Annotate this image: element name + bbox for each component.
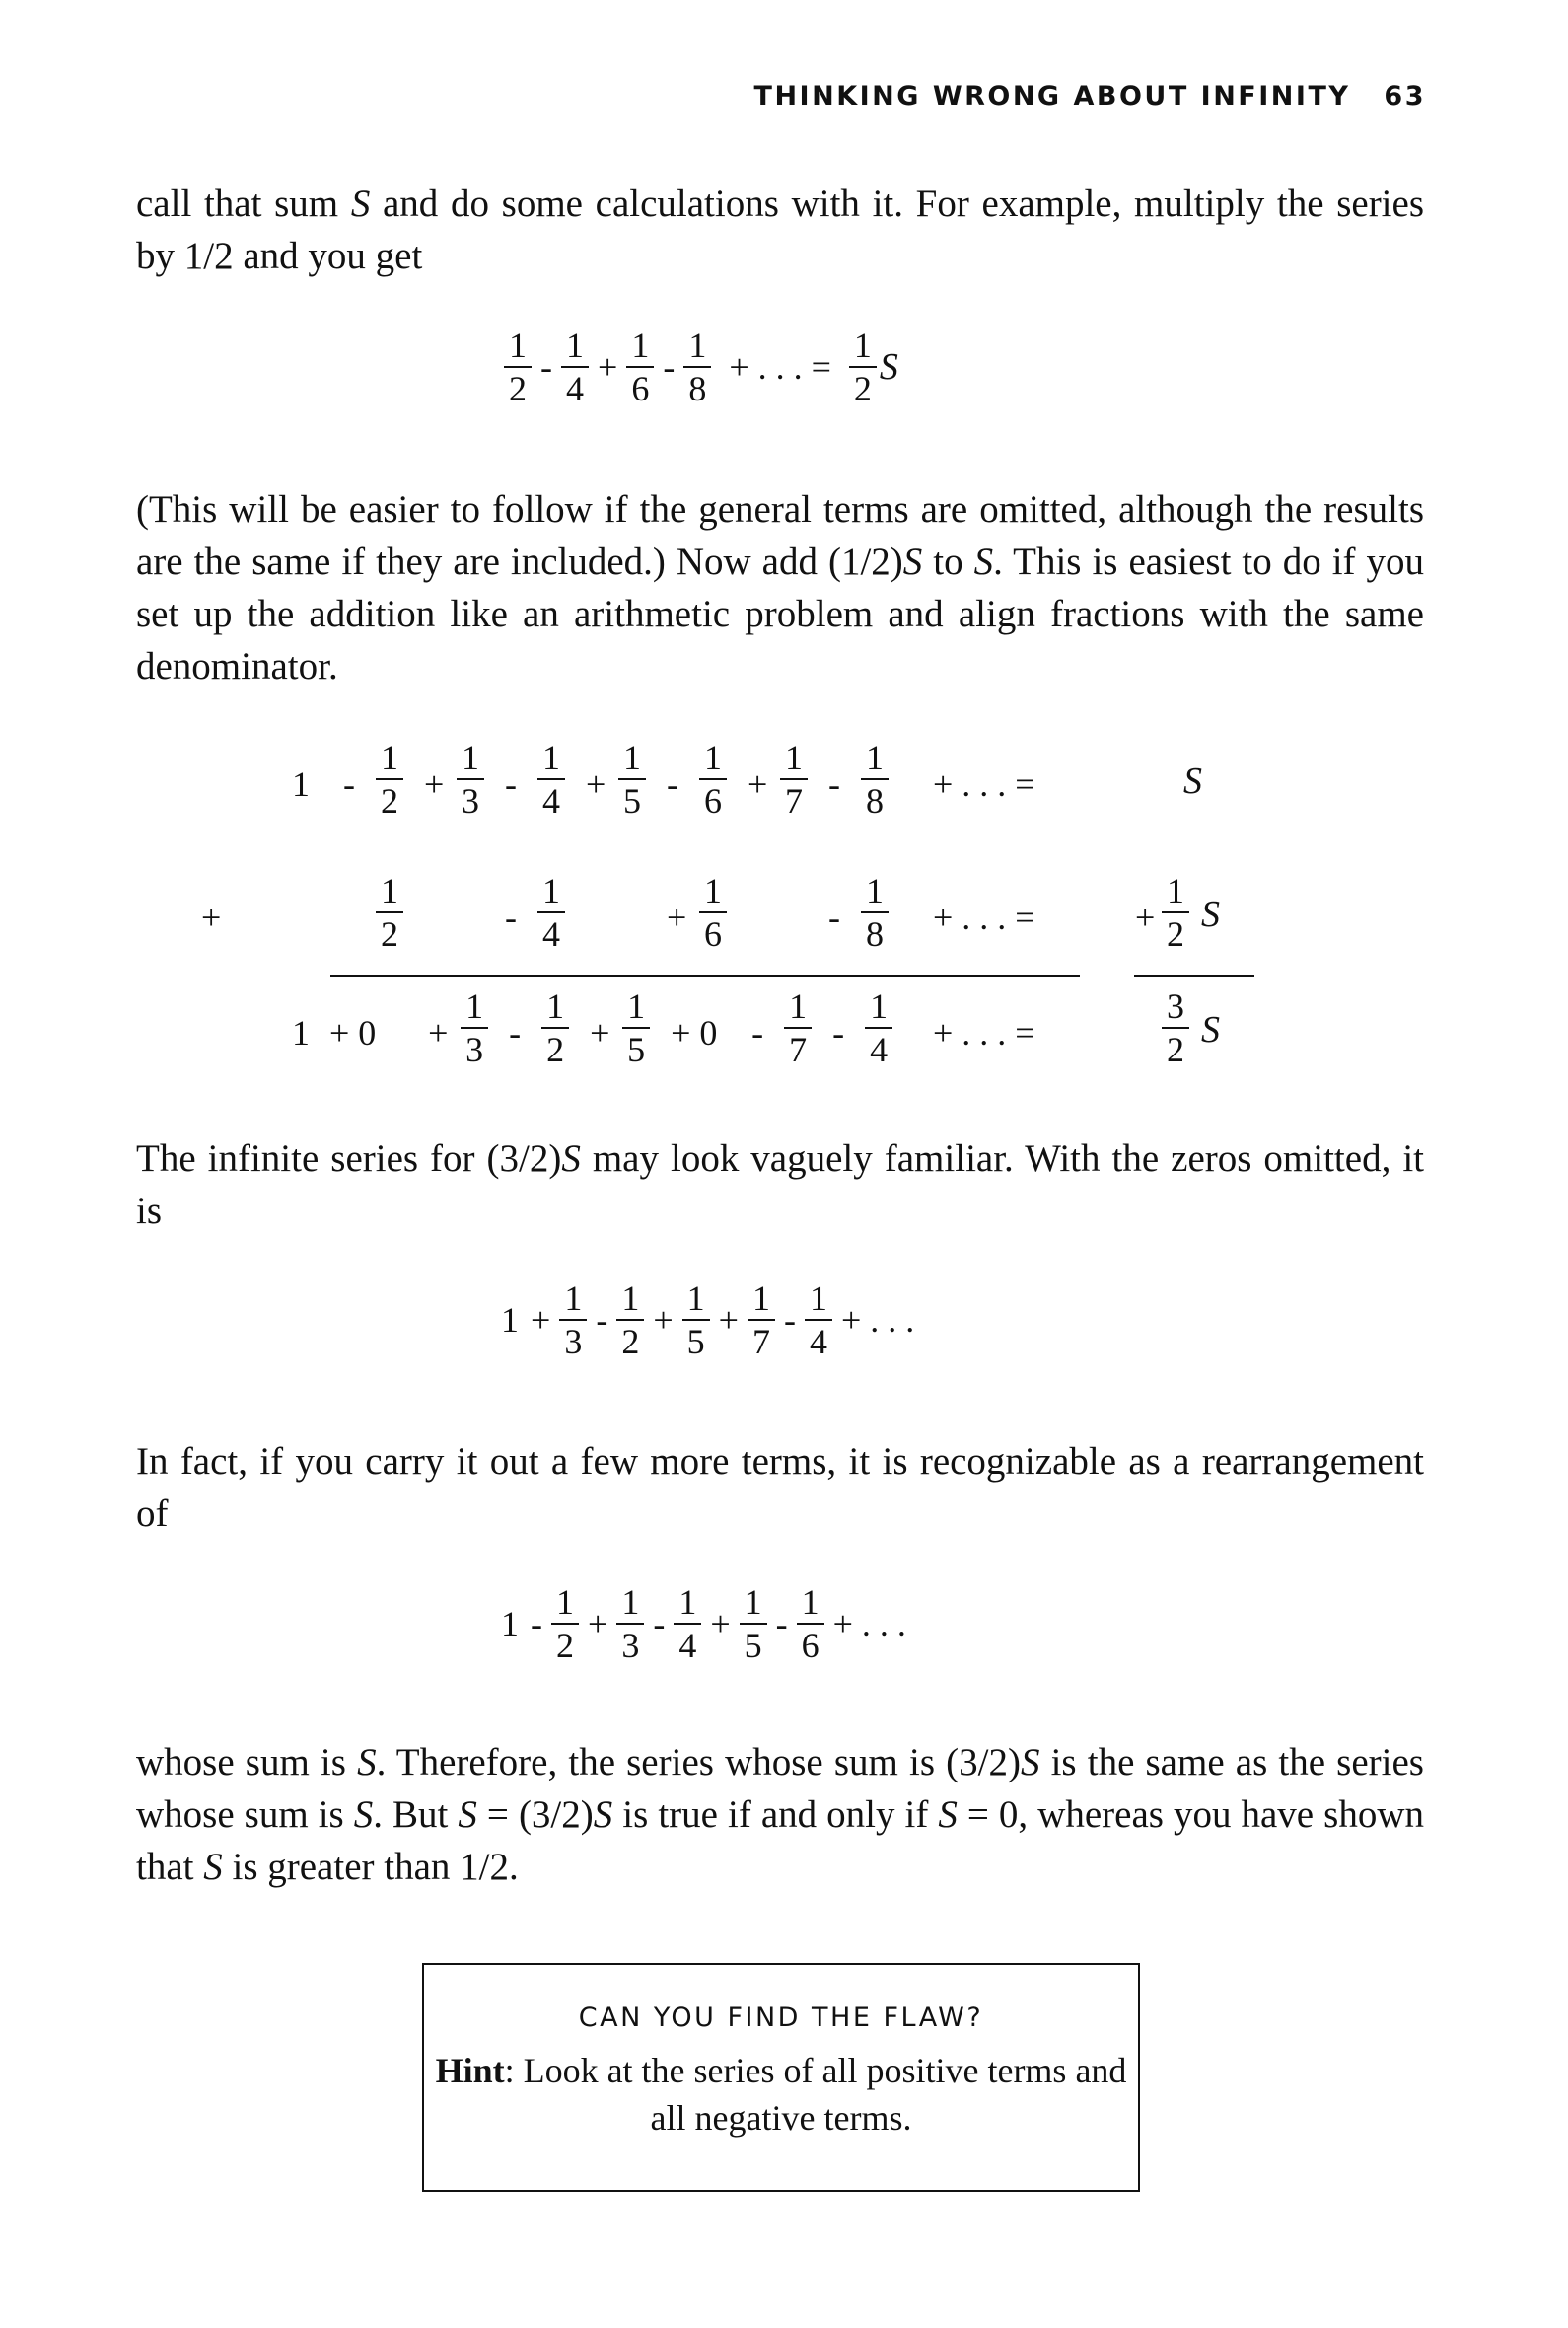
lead-term: 1 xyxy=(292,764,310,804)
numerator: 1 xyxy=(541,988,569,1029)
fraction xyxy=(537,873,565,952)
operator: - xyxy=(596,1300,608,1340)
addition-table xyxy=(201,738,1272,1174)
operator: + xyxy=(531,1300,551,1340)
operator: + xyxy=(590,1013,610,1053)
operator: - xyxy=(540,347,552,387)
operator: - xyxy=(751,1013,764,1053)
ellipsis-equals: + . . . = xyxy=(933,898,1035,937)
numerator: 1 xyxy=(797,1584,824,1625)
numerator: 1 xyxy=(861,740,889,780)
denominator: 2 xyxy=(509,369,527,408)
fraction xyxy=(748,1280,775,1359)
denominator: 4 xyxy=(678,1626,697,1665)
denominator: 3 xyxy=(564,1322,583,1361)
operator: + xyxy=(710,1604,731,1643)
lead-term: 1 xyxy=(292,1013,310,1053)
paragraph-1: call that sum S and do some calculations with it. For example, multiply the series by 1/2 and you get xyxy=(136,182,1424,277)
denominator: 2 xyxy=(1167,1030,1184,1069)
paragraph-5: whose sum is S. Therefore, the series whose sum is (3/2)S is the same as the series whose sum is S. But S = (3/2)S is true if and only if S = 0, whereas you have shown that S is greater than 1/2. xyxy=(136,1741,1424,1888)
fraction xyxy=(784,988,812,1067)
numerator: 1 xyxy=(865,988,892,1029)
denominator: 2 xyxy=(381,781,398,821)
denominator: 4 xyxy=(870,1030,889,1069)
numerator: 1 xyxy=(674,1584,701,1625)
paragraph-2: (This will be easier to follow if the general terms are omitted, although the results are the same if they are included.) Now add (1/2)S to S. This is easiest to do if you set up the addition like an arithmetic problem and align fractions with the same denominator. xyxy=(136,488,1424,688)
plus-sign: + xyxy=(201,898,222,937)
numerator: 1 xyxy=(861,873,889,913)
paragraph-4: In fact, if you carry it out a few more terms, it is recognizable as a rearrangement of xyxy=(136,1440,1424,1535)
denominator: 2 xyxy=(1167,914,1184,954)
numerator: 1 xyxy=(537,740,565,780)
numerator: 1 xyxy=(559,1280,587,1321)
fraction xyxy=(805,1280,832,1359)
operator: - xyxy=(832,1013,845,1053)
operator: + xyxy=(718,1300,739,1340)
fraction xyxy=(376,873,403,952)
fraction xyxy=(559,1280,587,1359)
denominator: 3 xyxy=(465,1030,484,1069)
page-number: 63 xyxy=(1384,81,1426,111)
operator: - xyxy=(531,1604,542,1643)
paragraph-3: The infinite series for (3/2)S may look vaguely familiar. With the zeros omitted, it is xyxy=(136,1137,1424,1232)
numerator: 1 xyxy=(740,1584,767,1625)
numerator: 1 xyxy=(537,873,565,913)
operator: - xyxy=(505,898,517,937)
denominator: 4 xyxy=(566,369,584,408)
fraction xyxy=(674,1584,701,1663)
fraction xyxy=(740,1584,767,1663)
numerator: 1 xyxy=(616,1280,644,1321)
numerator: 1 xyxy=(504,327,532,368)
fraction xyxy=(551,1584,579,1663)
operator: - xyxy=(783,1300,796,1340)
numerator: 1 xyxy=(618,740,646,780)
numerator: 1 xyxy=(551,1584,579,1625)
fraction xyxy=(682,1280,710,1359)
rhs-sign: + xyxy=(1135,898,1156,937)
fraction xyxy=(461,988,488,1067)
fraction xyxy=(1162,988,1189,1067)
rhs-variable: S xyxy=(1201,894,1220,935)
fraction xyxy=(622,988,650,1067)
denominator: 2 xyxy=(556,1626,574,1665)
zero-term: + 0 xyxy=(671,1013,718,1053)
operator: - xyxy=(509,1013,522,1053)
ellipsis-equals: + . . . = xyxy=(933,1013,1035,1053)
fraction xyxy=(861,740,889,819)
operator: + xyxy=(586,764,606,804)
equation-zeros-omitted: 1 + $\frac{1}{3}$ - $\frac{1}{2}$ + $\frac{1}{5}$ + $\frac{1}{7}$ - $\frac{1}{4}$ + . . . xyxy=(501,1278,915,1361)
numerator: 1 xyxy=(784,988,812,1029)
sum-rule-right xyxy=(1134,975,1254,977)
sum-rule-left xyxy=(330,975,1080,977)
denominator: 6 xyxy=(704,914,722,954)
denominator: 2 xyxy=(381,914,398,954)
fraction xyxy=(541,988,569,1067)
operator: - xyxy=(828,898,840,937)
denominator: 6 xyxy=(704,781,722,821)
numerator: 1 xyxy=(682,1280,710,1321)
numerator: 1 xyxy=(626,327,654,368)
fraction xyxy=(861,873,889,952)
numerator: 1 xyxy=(699,873,727,913)
fraction xyxy=(626,327,654,406)
fraction xyxy=(699,740,727,819)
numerator: 1 xyxy=(683,327,711,368)
fraction xyxy=(616,1584,644,1663)
ellipsis-equals: + . . . = xyxy=(933,764,1035,804)
fraction xyxy=(537,740,565,819)
numerator: 1 xyxy=(780,740,808,780)
numerator: 1 xyxy=(1162,873,1189,913)
denominator: 5 xyxy=(627,1030,646,1069)
denominator: 6 xyxy=(631,369,650,408)
denominator: 8 xyxy=(688,369,707,408)
rhs-variable: S xyxy=(1201,1009,1220,1051)
denominator: 4 xyxy=(542,781,560,821)
denominator: 7 xyxy=(751,1322,770,1361)
numerator: 1 xyxy=(805,1280,832,1321)
denominator: 2 xyxy=(546,1030,565,1069)
fraction xyxy=(865,988,892,1067)
fraction xyxy=(1162,873,1189,952)
fraction xyxy=(780,740,808,819)
fraction xyxy=(683,327,711,406)
denominator: 5 xyxy=(623,781,641,821)
operator: - xyxy=(343,764,355,804)
operator: - xyxy=(653,1604,666,1643)
fraction xyxy=(457,740,484,819)
operator: - xyxy=(663,347,676,387)
operator: + xyxy=(428,1013,449,1053)
operator: - xyxy=(505,764,517,804)
operator: - xyxy=(828,764,840,804)
denominator: 3 xyxy=(621,1626,640,1665)
operator: + xyxy=(667,898,687,937)
operator: + xyxy=(748,764,768,804)
fraction xyxy=(376,740,403,819)
numerator: 1 xyxy=(376,873,403,913)
flaw-box xyxy=(422,1963,1140,2192)
denominator: 5 xyxy=(744,1626,762,1665)
numerator: 3 xyxy=(1162,988,1189,1029)
denominator: 7 xyxy=(789,1030,808,1069)
operator: + xyxy=(588,1604,608,1643)
denominator: 5 xyxy=(686,1322,705,1361)
flaw-box-title: CAN YOU FIND THE FLAW? xyxy=(578,2002,984,2033)
operator: + xyxy=(424,764,445,804)
numerator: 1 xyxy=(616,1584,644,1625)
operator: + xyxy=(653,1300,674,1340)
equation-half-series: $\frac{1}{2}$ - $\frac{1}{4}$ + $\frac{1}{6}$ - $\frac{1}{8}$ + . . . = $\frac{1}{2}$ S xyxy=(501,327,898,406)
numerator: 1 xyxy=(699,740,727,780)
denominator: 7 xyxy=(785,781,803,821)
fraction xyxy=(616,1280,644,1359)
addition-row-result xyxy=(286,988,1272,1097)
fraction xyxy=(699,873,727,952)
denominator: 2 xyxy=(621,1322,640,1361)
numerator: 1 xyxy=(461,988,488,1029)
denominator: 8 xyxy=(866,914,884,954)
fraction xyxy=(561,327,589,406)
fraction xyxy=(797,1584,824,1663)
numerator: 1 xyxy=(748,1280,775,1321)
denominator: 4 xyxy=(809,1322,827,1361)
numerator: 1 xyxy=(561,327,589,368)
numerator: 1 xyxy=(622,988,650,1029)
denominator: 3 xyxy=(462,781,479,821)
addition-row-half-series xyxy=(201,871,1272,982)
operator: + xyxy=(598,347,618,387)
equation-rearrangement: 1 - $\frac{1}{2}$ + $\frac{1}{3}$ - $\frac{1}{4}$ + $\frac{1}{5}$ - $\frac{1}{6}$ + . . . xyxy=(501,1582,906,1665)
running-head-title: THINKING WRONG ABOUT INFINITY xyxy=(753,81,1351,111)
operator: - xyxy=(775,1604,788,1643)
running-head xyxy=(0,81,1426,111)
addition-row-series xyxy=(286,740,1272,848)
denominator: 4 xyxy=(542,914,560,954)
operator: - xyxy=(667,764,678,804)
zero-term: + 0 xyxy=(329,1013,377,1053)
flaw-box-hint: Hint: Look at the series of all positive terms and all negative terms. xyxy=(435,2051,1127,2138)
denominator: 8 xyxy=(866,781,884,821)
denominator: 6 xyxy=(801,1626,820,1665)
fraction xyxy=(618,740,646,819)
rhs-variable: S xyxy=(1183,761,1202,802)
numerator: 1 xyxy=(457,740,484,780)
fraction xyxy=(504,327,532,406)
numerator: 1 xyxy=(376,740,403,780)
